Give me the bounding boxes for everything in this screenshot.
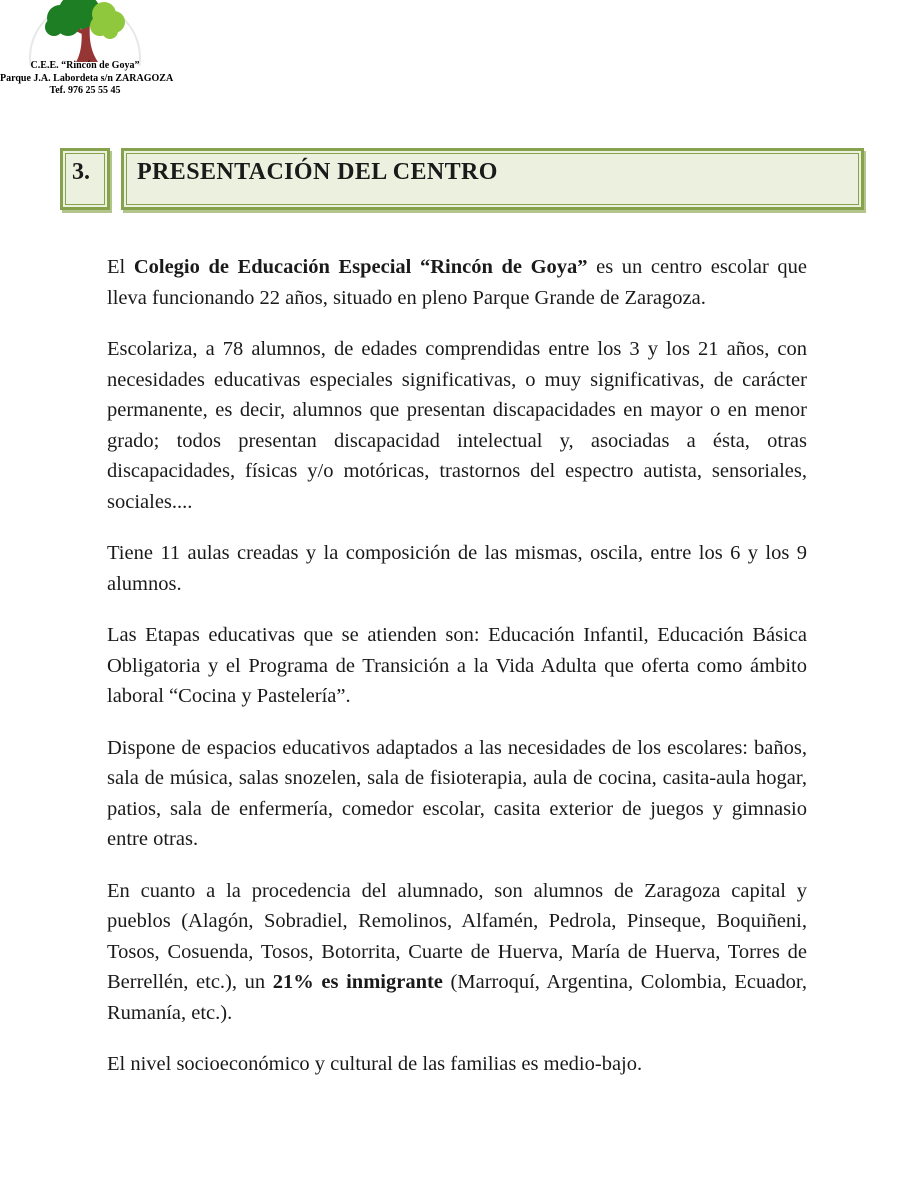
text-run: Dispone de espacios educativos adaptados a las necesidades de los escolares: baños, sala de música, salas snozelen, sala de fisioterapia, aula de cocina, casita-aula hogar, patios, sala de enfermería, comedor escolar, casita exterior de juegos y gimnasio entre otras. <box>107 736 807 850</box>
text-run: (Marroquí, Argentina, Colombia, Ecuador, Rumanía, etc.). <box>107 971 807 1024</box>
paragraph <box>107 876 807 1029</box>
tree-logo-icon <box>10 0 160 66</box>
paragraph <box>107 733 807 855</box>
paragraph <box>107 252 807 313</box>
section-number: 3. <box>72 159 90 185</box>
bold-text-run: Colegio de Educación Especial “Rincón de Goya” <box>133 256 588 278</box>
paragraph <box>107 538 807 599</box>
text-run: Escolariza, a 78 alumnos, de edades comprendidas entre los 3 y los 21 años, con necesidades educativas especiales significativas, o muy significativas, de carácter permanente, es decir, alumnos que presentan discapacidades en mayor o en menor grado; todos presentan discapacidad intelectual y, asociadas a ésta, otras discapacidades, físicas y/o motóricas, trastornos del espectro autista, sensoriales, sociales.... <box>107 338 807 513</box>
section-title-box <box>121 148 864 210</box>
text-run: En cuanto a la procedencia del alumnado, son alumnos de Zaragoza capital y pueblos (Alagón, Sobradiel, Remolinos, Alfamén, Pedrola, Pinseque, Boquiñeni, Tosos, Cosuenda, Tosos, Botorrita, Cuarte de Huerva, María de Huerva, Torres de Berrellén, etc.), un <box>107 879 807 993</box>
logo-address: Parque J.A. Labordeta s/n ZARAGOZA <box>0 72 174 84</box>
bold-text-run: 21% es inmigrante <box>272 971 443 993</box>
section-number-box <box>60 148 110 210</box>
school-logo <box>0 0 174 98</box>
document-body <box>107 252 807 1101</box>
text-run: Tiene 11 aulas creadas y la composición de las mismas, oscila, entre los 6 y los 9 alumnos. <box>107 542 807 595</box>
text-run: es un centro escolar que lleva funcionando 22 años, situado en pleno Parque Grande de Zaragoza. <box>107 256 807 309</box>
text-run: Las Etapas educativas que se atienden son: Educación Infantil, Educación Básica Obligatoria y el Programa de Transición a la Vida Adulta que oferta como ámbito laboral “Cocina y Pastelería”. <box>107 624 807 707</box>
text-run: El <box>107 256 134 278</box>
section-title: PRESENTACIÓN DEL CENTRO <box>137 159 498 185</box>
section-heading <box>60 148 864 210</box>
text-run: El nivel socioeconómico y cultural de las familias es medio-bajo. <box>107 1053 643 1075</box>
paragraph <box>107 334 807 517</box>
paragraph <box>107 1049 807 1080</box>
paragraph <box>107 620 807 712</box>
logo-phone: Tef. 976 25 55 45 <box>49 85 121 96</box>
logo-school-name: C.E.E. “Rincón de Goya” <box>30 60 140 71</box>
